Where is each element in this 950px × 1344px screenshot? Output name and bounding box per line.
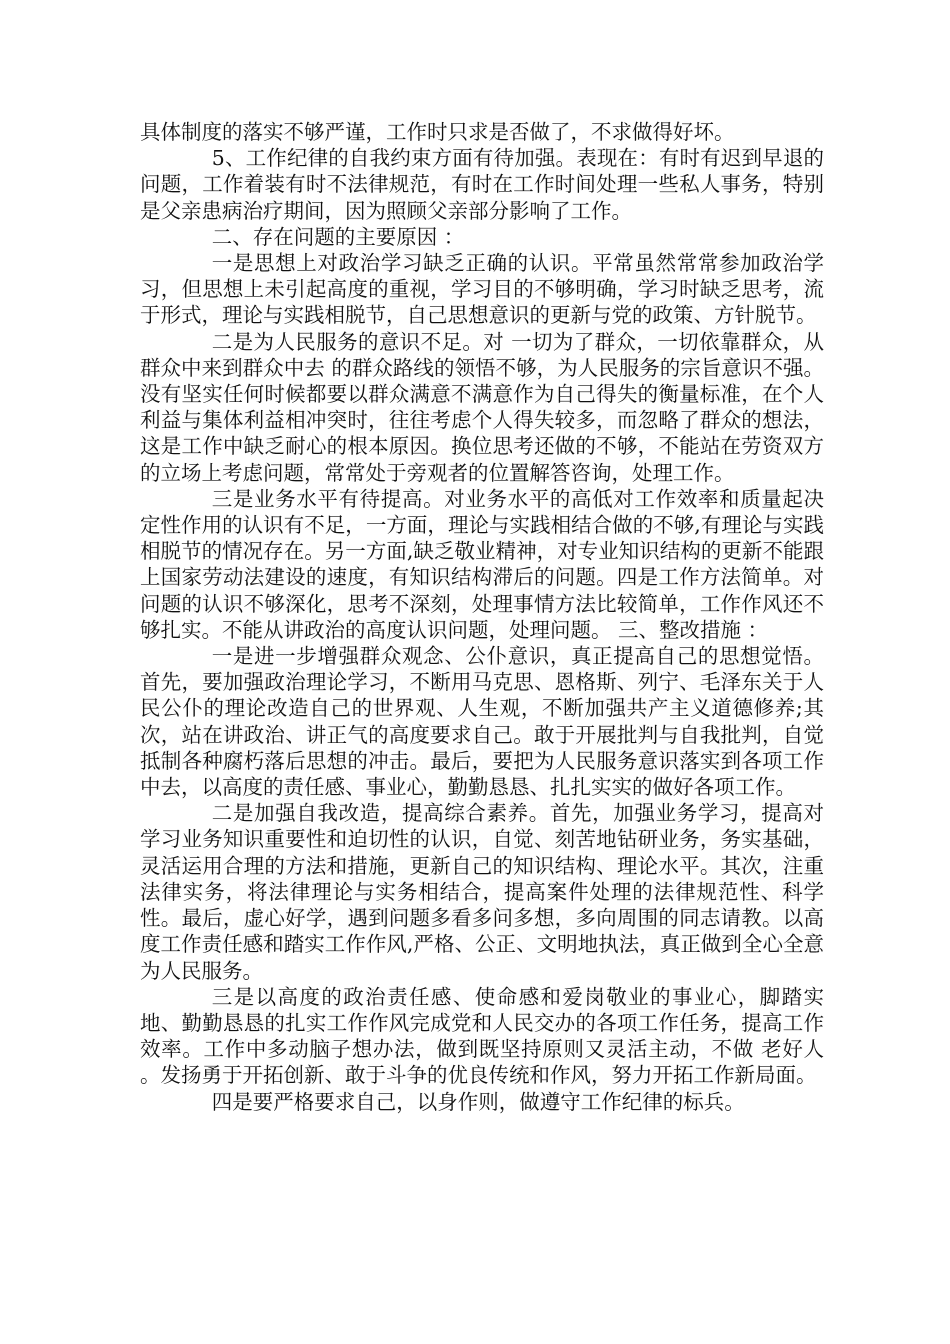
paragraph-cause-3: 三是业务水平有待提高。对业务水平的高低对工作效率和质量起决定性作用的认识有不足，一方面，理论与实践相结合做的不够,有理论与实践相脱节的情况存在。另一方面,缺乏敬业精神，对专业知识结构的更新不能跟上国家劳动法建设的速度，有知识结构滞后的问题。四是工作方法简单。对问题的认识不够深化，思考不深刻，处理事情方法比较简单，工作作风还不够扎实。不能从讲政治的高度认识问题，处理问题。 三、整改措施 ： — [140, 486, 824, 642]
document-page — [140, 119, 824, 1115]
paragraph-continuation: 具体制度的落实不够严谨，工作时只求是否做了，不求做得好坏。 — [140, 120, 735, 144]
paragraph-cause-2: 二是为人民服务的意识不足。对 一切为了群众，一切依靠群众，从群众中来到群众中去 的群众路线的领悟不够，为人民服务的宗旨意识不强。没有坚实任何时候都要以群众满意不满意作为自己得失的衡量标准，在个人利益与集体利益相冲突时，往往考虑个人得失较多，而忽略了群众的想法，这是工作中缺乏耐心的根本原因。换位思考还做的不够，不能站在劳资双方的立场上考虑问题，常常处于旁观者的位置解答咨询，处理工作。 — [140, 329, 824, 485]
paragraph-measure-4: 四是要严格要求自己，以身作则，做遵守工作纪律的标兵。 — [211, 1089, 745, 1114]
section-heading-causes: 二、存在问题的主要原因 ： — [211, 224, 465, 249]
paragraph-measure-3: 三是以高度的政治责任感、使命感和爱岗敬业的事业心，脚踏实地、勤勤恳恳的扎实工作作风完成党和人民交办的各项工作任务，提高工作效率。工作中多动脑子想办法，做到既坚持原则又灵活主动，不做 老好人 。发扬勇于开拓创新、敢于斗争的优良传统和作风，努力开拓工作新局面。 — [140, 984, 824, 1088]
paragraph-measure-2: 二是加强自我改造，提高综合素养。首先，加强业务学习，提高对学习业务知识重要性和迫切性的认识，自觉、刻苦地钻研业务，务实基础，灵活运用合理的方法和措施，更新自己的知识结构、理论水平。其次，注重法律实务，将法律理论与实务相结合，提高案件处理的法律规范性、科学性。最后，虚心好学，遇到问题多看多问多想，多向周围的同志请教。以高度工作责任感和踏实工作作风,严格、公正、文明地执法，真正做到全心全意为人民服务。 — [140, 801, 824, 983]
paragraph-cause-1: 一是思想上对政治学习缺乏正确的认识。平常虽然常常参加政治学习，但思想上未引起高度的重视，学习目的不够明确，学习时缺乏思考，流于形式，理论与实践相脱节，自己思想意识的更新与党的政策、方针脱节。 — [140, 251, 824, 328]
paragraph-work-discipline: 5、工作纪律的自我约束方面有待加强。表现在：有时有迟到早退的问题，工作着装有时不法律规范，有时在工作时间处理一些私人事务，特别是父亲患病治疗期间，因为照顾父亲部分影响了工作。 — [140, 146, 824, 223]
paragraph-measure-1: 一是进一步增强群众观念、公仆意识，真正提高自己的思想觉悟。首先，要加强政治理论学习，不断用马克思、恩格斯、列宁、毛泽东关于人民公仆的理论改造自己的世界观、人生观，不断加强共产主义道德修养;其次，站在讲政治、讲正气的高度要求自己。敢于开展批判与自我批判，自觉抵制各种腐朽落后思想的冲击。最后，要把为人民服务意识落实到各项工作中去，以高度的责任感、事业心，勤勤恳恳、扎扎实实的做好各项工作。 — [140, 644, 824, 800]
